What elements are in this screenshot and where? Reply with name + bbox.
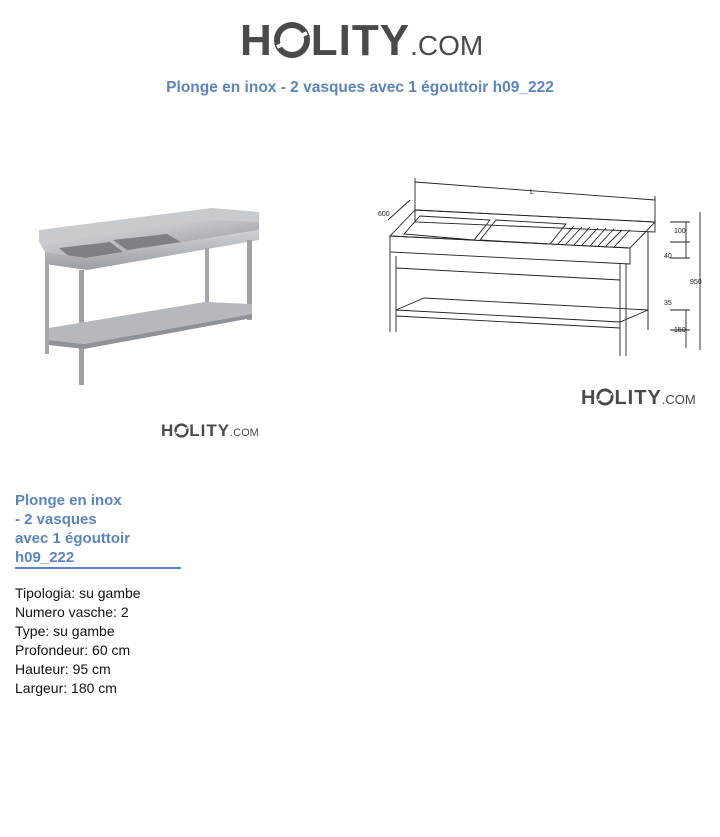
logo-o-icon [596, 388, 614, 408]
product-photo [15, 190, 265, 395]
logo-letter-h: H [581, 387, 597, 409]
logo-suffix: .COM [410, 30, 484, 61]
spec-list [15, 584, 141, 698]
technical-drawing [370, 170, 715, 365]
spec-height: Hauteur: 95 cm [15, 661, 111, 677]
product-title-line: - 2 vasques [15, 511, 97, 528]
product-title [15, 491, 181, 567]
spec-basin-count: Numero vasche: 2 [15, 604, 129, 620]
title-underline [15, 567, 181, 569]
logo-letters: LITY [614, 387, 662, 409]
dim-edge: 40 [664, 253, 672, 260]
logo-o-icon [174, 422, 189, 440]
logo-letters: LITY [189, 421, 231, 440]
dim-shelf-height: 150 [674, 327, 686, 334]
dim-shelf-gap: 35 [664, 300, 672, 307]
spec-typology: Tipologia: su gambe [15, 585, 141, 601]
product-title-line: avec 1 égouttoir [15, 530, 131, 547]
logo-letters: LITY [310, 16, 411, 65]
dim-height: 950 [690, 279, 702, 286]
product-title-line: Plonge en inox [15, 492, 122, 509]
dim-backsplash: 100 [674, 228, 686, 235]
spec-type: Type: su gambe [15, 623, 115, 639]
product-title-line: h09_222 [15, 549, 75, 566]
logo-o-icon [273, 18, 311, 64]
spec-depth: Profondeur: 60 cm [15, 642, 131, 658]
spec-width: Largeur: 180 cm [15, 680, 117, 696]
logo-letter-h: H [161, 421, 175, 440]
holity-logo[interactable] [240, 18, 483, 69]
dim-length: L [530, 189, 534, 196]
logo-suffix: .COM [661, 392, 696, 407]
logo-suffix: .COM [230, 427, 259, 439]
page-title: Plonge en inox - 2 vasques avec 1 égouttoir h09_222 [166, 79, 554, 96]
holity-logo-drawing [581, 388, 696, 410]
dim-depth: 600 [378, 211, 390, 218]
holity-logo-small [161, 422, 259, 442]
logo-letter-h: H [240, 16, 273, 65]
